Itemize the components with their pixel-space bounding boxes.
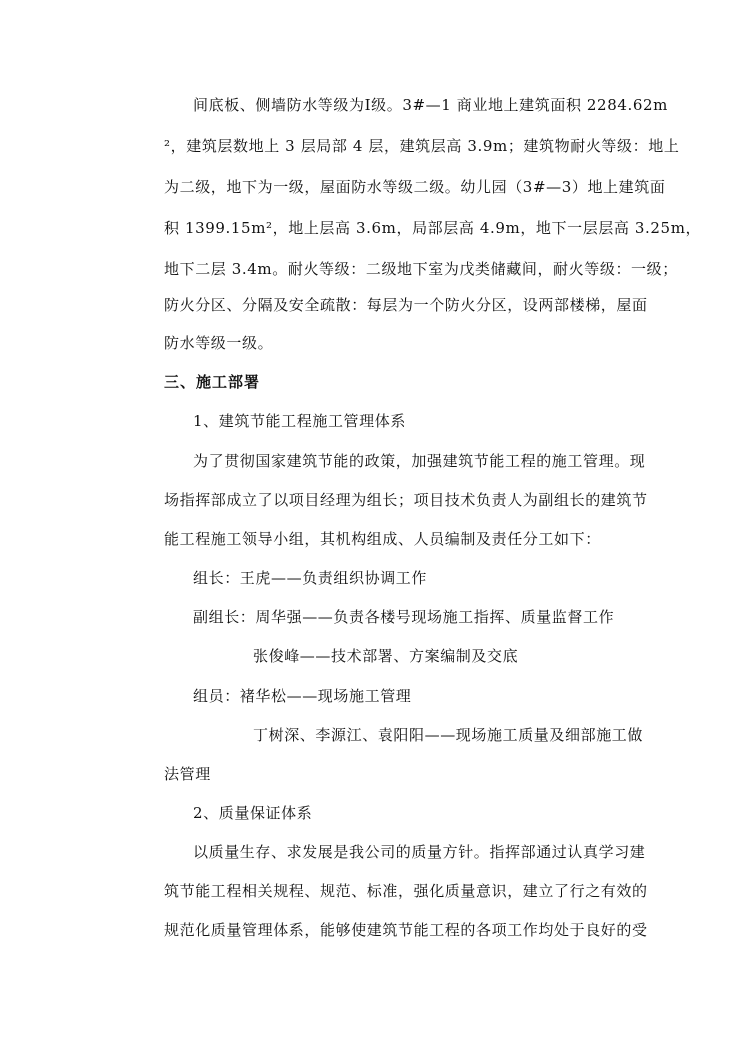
para2-line-1: 为了贯彻国家建筑节能的政策，加强建筑节能工程的施工管理。现 — [193, 452, 646, 470]
body-line-3: 为二级，地下为一级，屋面防水等级二级。幼儿园（3#—3）地上建筑面 — [164, 178, 666, 196]
body-line-1: 间底板、侧墙防水等级为Ⅰ级。3#—1 商业地上建筑面积 2284.62m — [193, 96, 668, 114]
body-line-2: ²，建筑层数地上 3 层局部 4 层，建筑层高 3.9m；建筑物耐火等级：地上 — [164, 137, 680, 155]
para2-line-3: 能工程施工领导小组，其机构组成、人员编制及责任分工如下： — [164, 530, 601, 548]
org-deputy-1: 副组长：周华强——负责各楼号现场施工指挥、质量监督工作 — [193, 608, 615, 626]
body-line-4: 积 1399.15m²，地上层高 3.6m，局部层高 4.9m，地下一层层高 3.25m， — [164, 219, 702, 237]
para3-line-3: 规范化质量管理体系，能够使建筑节能工程的各项工作均处于良好的受 — [164, 921, 648, 939]
para3-line-2: 筑节能工程相关规程、规范、标准，强化质量意识，建立了行之有效的 — [164, 882, 648, 900]
body-line-5: 地下二层 3.4m。耐火等级：二级地下室为戊类储藏间，耐火等级：一级； — [164, 260, 678, 278]
org-leader: 组长：王虎——负责组织协调工作 — [193, 569, 428, 587]
org-deputy-2: 张俊峰——技术部署、方案编制及交底 — [253, 647, 519, 665]
para3-line-1: 以质量生存、求发展是我公司的质量方针。指挥部通过认真学习建 — [193, 843, 646, 861]
body-line-7: 防水等级一级。 — [164, 334, 274, 352]
org-member-2-continued: 法管理 — [164, 765, 211, 783]
org-member-2: 丁树深、李源江、袁阳阳——现场施工质量及细部施工做 — [253, 726, 644, 744]
section-heading: 三、施工部署 — [164, 373, 261, 391]
subsection-title-1: 1、建筑节能工程施工管理体系 — [193, 412, 406, 430]
subsection-title-2: 2、质量保证体系 — [193, 804, 313, 822]
org-member-1: 组员：褚华松——现场施工管理 — [193, 687, 412, 705]
body-line-6: 防火分区、分隔及安全疏散：每层为一个防火分区，设两部楼梯，屋面 — [164, 296, 648, 314]
para2-line-2: 场指挥部成立了以项目经理为组长；项目技术负责人为副组长的建筑节 — [164, 491, 648, 509]
